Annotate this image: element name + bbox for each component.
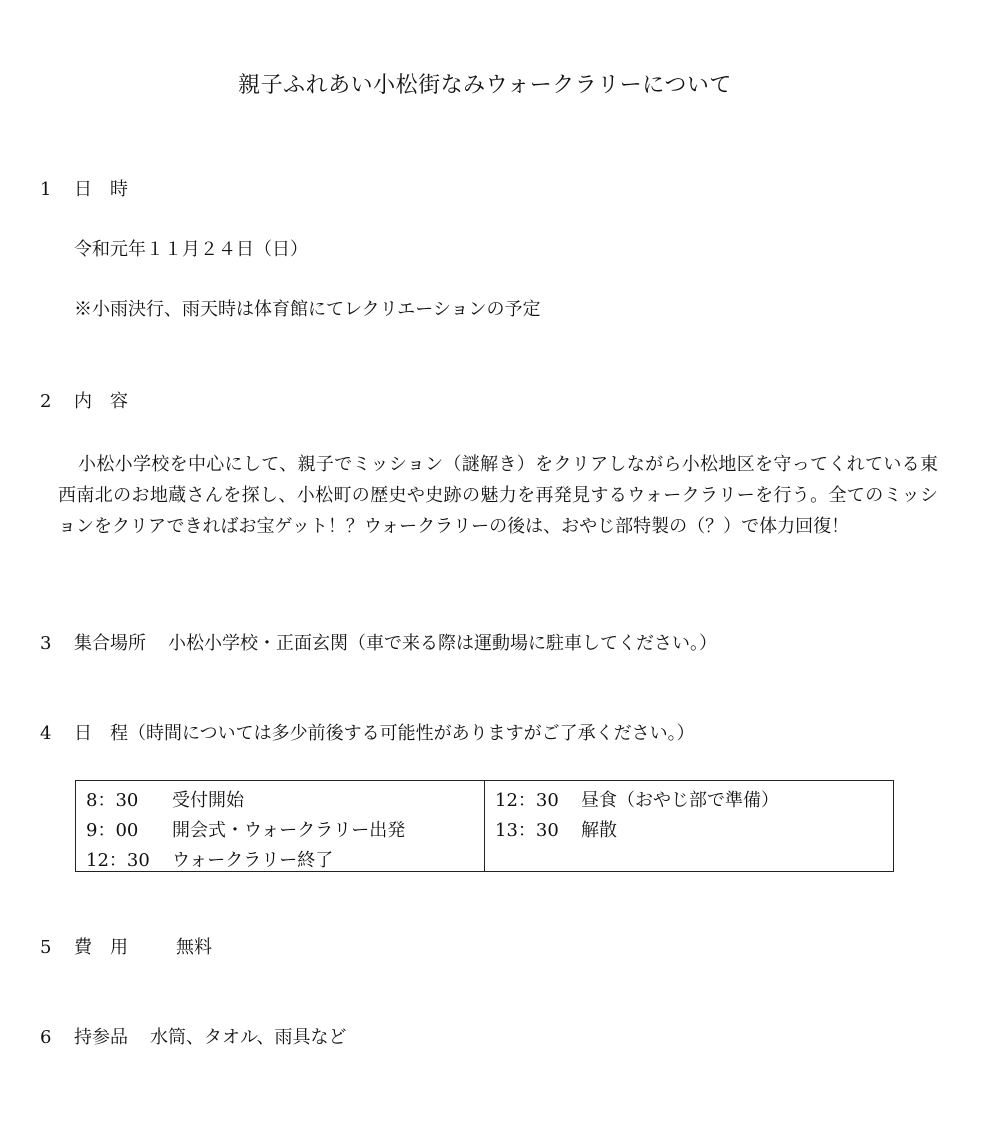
- schedule-column-right: [485, 781, 893, 871]
- schedule-row: [495, 816, 893, 846]
- section-items-heading: [40, 1026, 347, 1050]
- weather-note: ※小雨決行、雨天時は体育館にてレクリエーションの予定: [74, 299, 541, 320]
- schedule-time: 13：30: [495, 820, 559, 841]
- content-paragraph: 小松小学校を中心にして、親子でミッション（謎解き）をクリアしながら小松地区を守ってくれている東西南北のお地蔵さんを探し、小松町の歴史や史跡の魅力を再発見するウォークラリーを行う。全てのミッションをクリアできればお宝ゲット！？ウォークラリーの後は、おやじ部特製の（？）で体力回復！: [58, 454, 938, 537]
- schedule-event: 開会式・ウォークラリー出発: [172, 820, 406, 841]
- schedule-time: 12：30: [86, 850, 150, 871]
- schedule-event: 昼食（おやじ部で準備）: [581, 790, 779, 811]
- section-number: 2: [40, 391, 52, 412]
- section-title: 費 用: [74, 937, 128, 958]
- section-number: 4: [40, 723, 52, 744]
- schedule-time: 12：30: [495, 790, 559, 811]
- schedule-row: [86, 816, 484, 846]
- section-content-heading: [40, 390, 128, 414]
- schedule-row: [86, 786, 484, 816]
- section-datetime-heading: [40, 178, 128, 202]
- event-date: 令和元年１１月２４日（日）: [74, 239, 308, 260]
- fee-value: 無料: [176, 937, 212, 958]
- section-title: 日 時: [74, 179, 128, 200]
- schedule-column-left: [76, 781, 485, 871]
- section-fee-heading: [40, 936, 212, 960]
- schedule-event: ウォークラリー終了: [172, 850, 334, 871]
- schedule-row: [86, 846, 484, 876]
- section-number: 6: [40, 1027, 52, 1048]
- section-meeting-heading: [40, 632, 717, 656]
- schedule-table: [75, 780, 894, 872]
- section-number: 3: [40, 633, 52, 654]
- section-number: 5: [40, 937, 52, 958]
- schedule-event: 受付開始: [172, 790, 244, 811]
- document-title: 親子ふれあい小松街なみウォークラリーについて: [238, 73, 732, 98]
- meeting-place: 小松小学校・正面玄関（車で来る際は運動場に駐車してください。）: [168, 633, 717, 654]
- schedule-event: 解散: [581, 820, 617, 841]
- schedule-time: 8：30: [86, 790, 139, 811]
- section-schedule-heading: [40, 722, 695, 746]
- schedule-time: 9：00: [86, 820, 139, 841]
- section-title: 内 容: [74, 391, 128, 412]
- section-number: 1: [40, 179, 52, 200]
- items-value: 水筒、タオル、雨具など: [150, 1027, 347, 1048]
- schedule-row: [495, 786, 893, 816]
- section-title: 持参品: [74, 1027, 128, 1048]
- section-title: 日 程（時間については多少前後する可能性がありますがご了承ください。）: [74, 723, 695, 744]
- section-title: 集合場所: [74, 633, 146, 654]
